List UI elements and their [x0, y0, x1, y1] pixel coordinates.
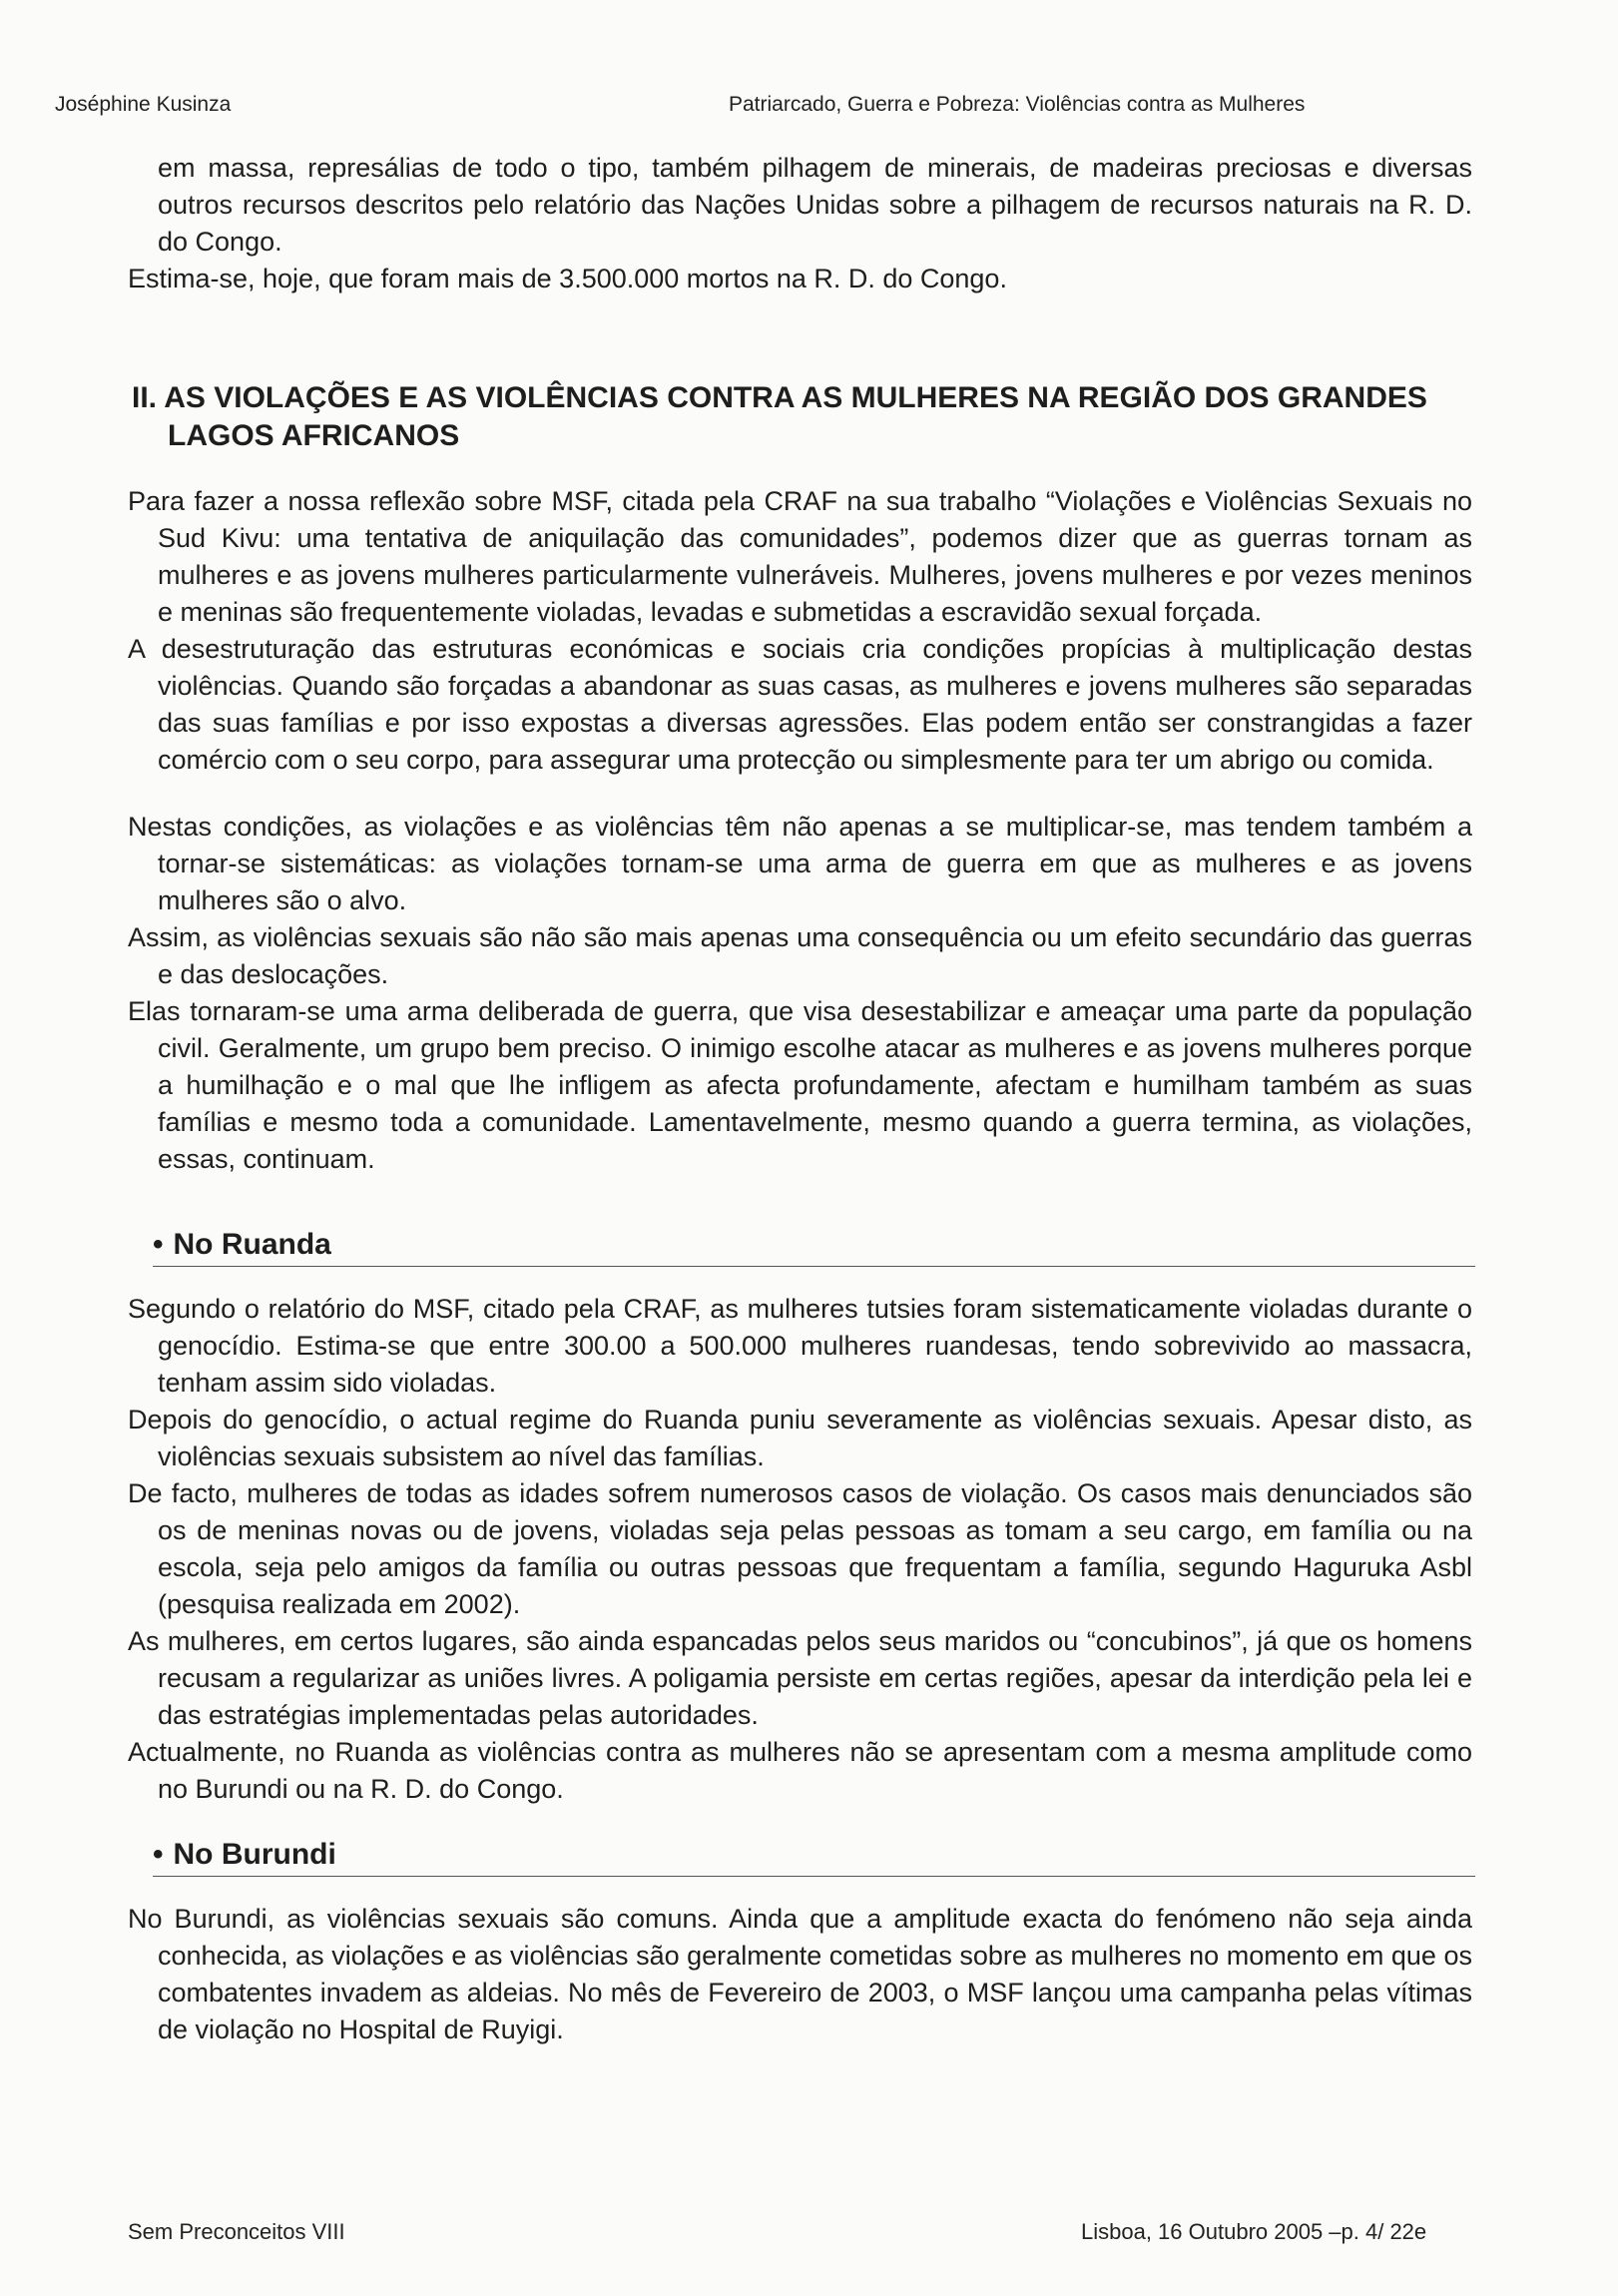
header-author: Joséphine Kusinza — [55, 93, 232, 116]
ruanda-paragraph-5: Actualmente, no Ruanda as violências contra as mulheres não se apresentam com a mesma amplitude como no Burundi ou na R. D. do Congo. — [128, 1737, 1472, 1804]
bullet-icon: • — [153, 1838, 164, 1871]
section-paragraph-5: Elas tornaram-se uma arma deliberada de guerra, que visa desestabilizar e ameaçar uma parte da população civil. Geralmente, um grupo bem preciso. O inimigo escolhe atacar as mulheres e as jovens mulheres porque a humilhação e o mal que lhe infligem as afecta profundamente, afectam e humilham também as suas famílias e mesmo toda a comunidade. Lamentavelmente, mesmo quando a guerra termina, as violações, essas, continuam. — [128, 996, 1472, 1174]
subheading-burundi-label: No Burundi — [173, 1838, 336, 1871]
section-paragraph-2: A desestruturação das estruturas económicas e sociais cria condições propícias à multiplicação destas violências. Quando são forçadas a abandonar as suas casas, as mulheres e jovens mulheres são separadas das suas famílias e por isso expostas a diversas agressões. Elas podem então ser constrangidas a fazer comércio com o seu corpo, para assegurar uma protecção ou simplesmente para ter um abrigo ou comida. — [128, 634, 1472, 775]
section-paragraph-3: Nestas condições, as violações e as violências têm não apenas a se multiplicar-se, mas tendem também a tornar-se sistemáticas: as violações tornam-se uma arma de guerra em que as mulheres e as jovens mulheres são o alvo. — [128, 812, 1472, 915]
ruanda-paragraph-3: De facto, mulheres de todas as idades sofrem numerosos casos de violação. Os casos mais denunciados são os de meninas novas ou de jovens, violadas seja pelas pessoas as tomam a seu cargo, em família ou na escola, seja pelo amigos da família ou outras pessoas que frequentam a família, segundo Haguruka Asbl (pesquisa realizada em 2002). — [128, 1478, 1472, 1619]
subheading-ruanda — [153, 1228, 1475, 1267]
section-title: II. AS VIOLAÇÕES E AS VIOLÊNCIAS CONTRA AS MULHERES NA REGIÃO DOS GRANDES LAGOS AFRICANOS — [132, 381, 1427, 452]
section-paragraph-4: Assim, as violências sexuais são não são mais apenas uma consequência ou um efeito secundário das guerras e das deslocações. — [128, 922, 1472, 989]
ruanda-paragraph-4: As mulheres, em certos lugares, são ainda espancadas pelos seus maridos ou “concubinos”, já que os homens recusam a regularizar as uniões livres. A poligamia persiste em certas regiões, apesar da interdição pela lei e das estratégias implementadas pelas autoridades. — [128, 1626, 1472, 1730]
footer-page-info: Lisboa, 16 Outubro 2005 –p. 4/ 22e — [1081, 2219, 1427, 2244]
intro-paragraph-1: em massa, represálias de todo o tipo, também pilhagem de minerais, de madeiras preciosas e diversas outros recursos descritos pelo relatório das Nações Unidas sobre a pilhagem de recursos naturais na R. D. do Congo. — [158, 153, 1472, 257]
subheading-burundi — [153, 1838, 1475, 1877]
subheading-ruanda-label: No Ruanda — [173, 1228, 331, 1261]
burundi-paragraph-1: No Burundi, as violências sexuais são comuns. Ainda que a amplitude exacta do fenómeno não seja ainda conhecida, as violações e as violências são geralmente cometidas sobre as mulheres no momento em que os combatentes invadem as aldeias. No mês de Fevereiro de 2003, o MSF lançou uma campanha pelas vítimas de violação no Hospital de Ruyigi. — [128, 1904, 1472, 2044]
ruanda-paragraph-2: Depois do genocídio, o actual regime do Ruanda puniu severamente as violências sexuais. Apesar disto, as violências sexuais subsistem ao nível das famílias. — [128, 1405, 1472, 1471]
bullet-icon: • — [153, 1228, 164, 1261]
ruanda-paragraph-1: Segundo o relatório do MSF, citado pela CRAF, as mulheres tutsies foram sistematicamente violadas durante o genocídio. Estima-se que entre 300.00 a 500.000 mulheres ruandesas, tendo sobrevivido ao massacra, tenham assim sido violadas. — [128, 1294, 1472, 1398]
section-paragraph-1: Para fazer a nossa reflexão sobre MSF, citada pela CRAF na sua trabalho “Violações e Violências Sexuais no Sud Kivu: uma tentativa de aniquilação das comunidades”, podemos dizer que as guerras tornam as mulheres e as jovens mulheres particularmente vulneráveis. Mulheres, jovens mulheres e por vezes meninos e meninas são frequentemente violadas, levadas e submetidas a escravidão sexual forçada. — [128, 486, 1472, 627]
footer-publication: Sem Preconceitos VIII — [128, 2219, 345, 2244]
intro-paragraph-2: Estima-se, hoje, que foram mais de 3.500.000 mortos na R. D. do Congo. — [128, 264, 1007, 293]
page-body — [128, 150, 1472, 2048]
header-title: Patriarcado, Guerra e Pobreza: Violências contra as Mulheres — [729, 93, 1306, 116]
